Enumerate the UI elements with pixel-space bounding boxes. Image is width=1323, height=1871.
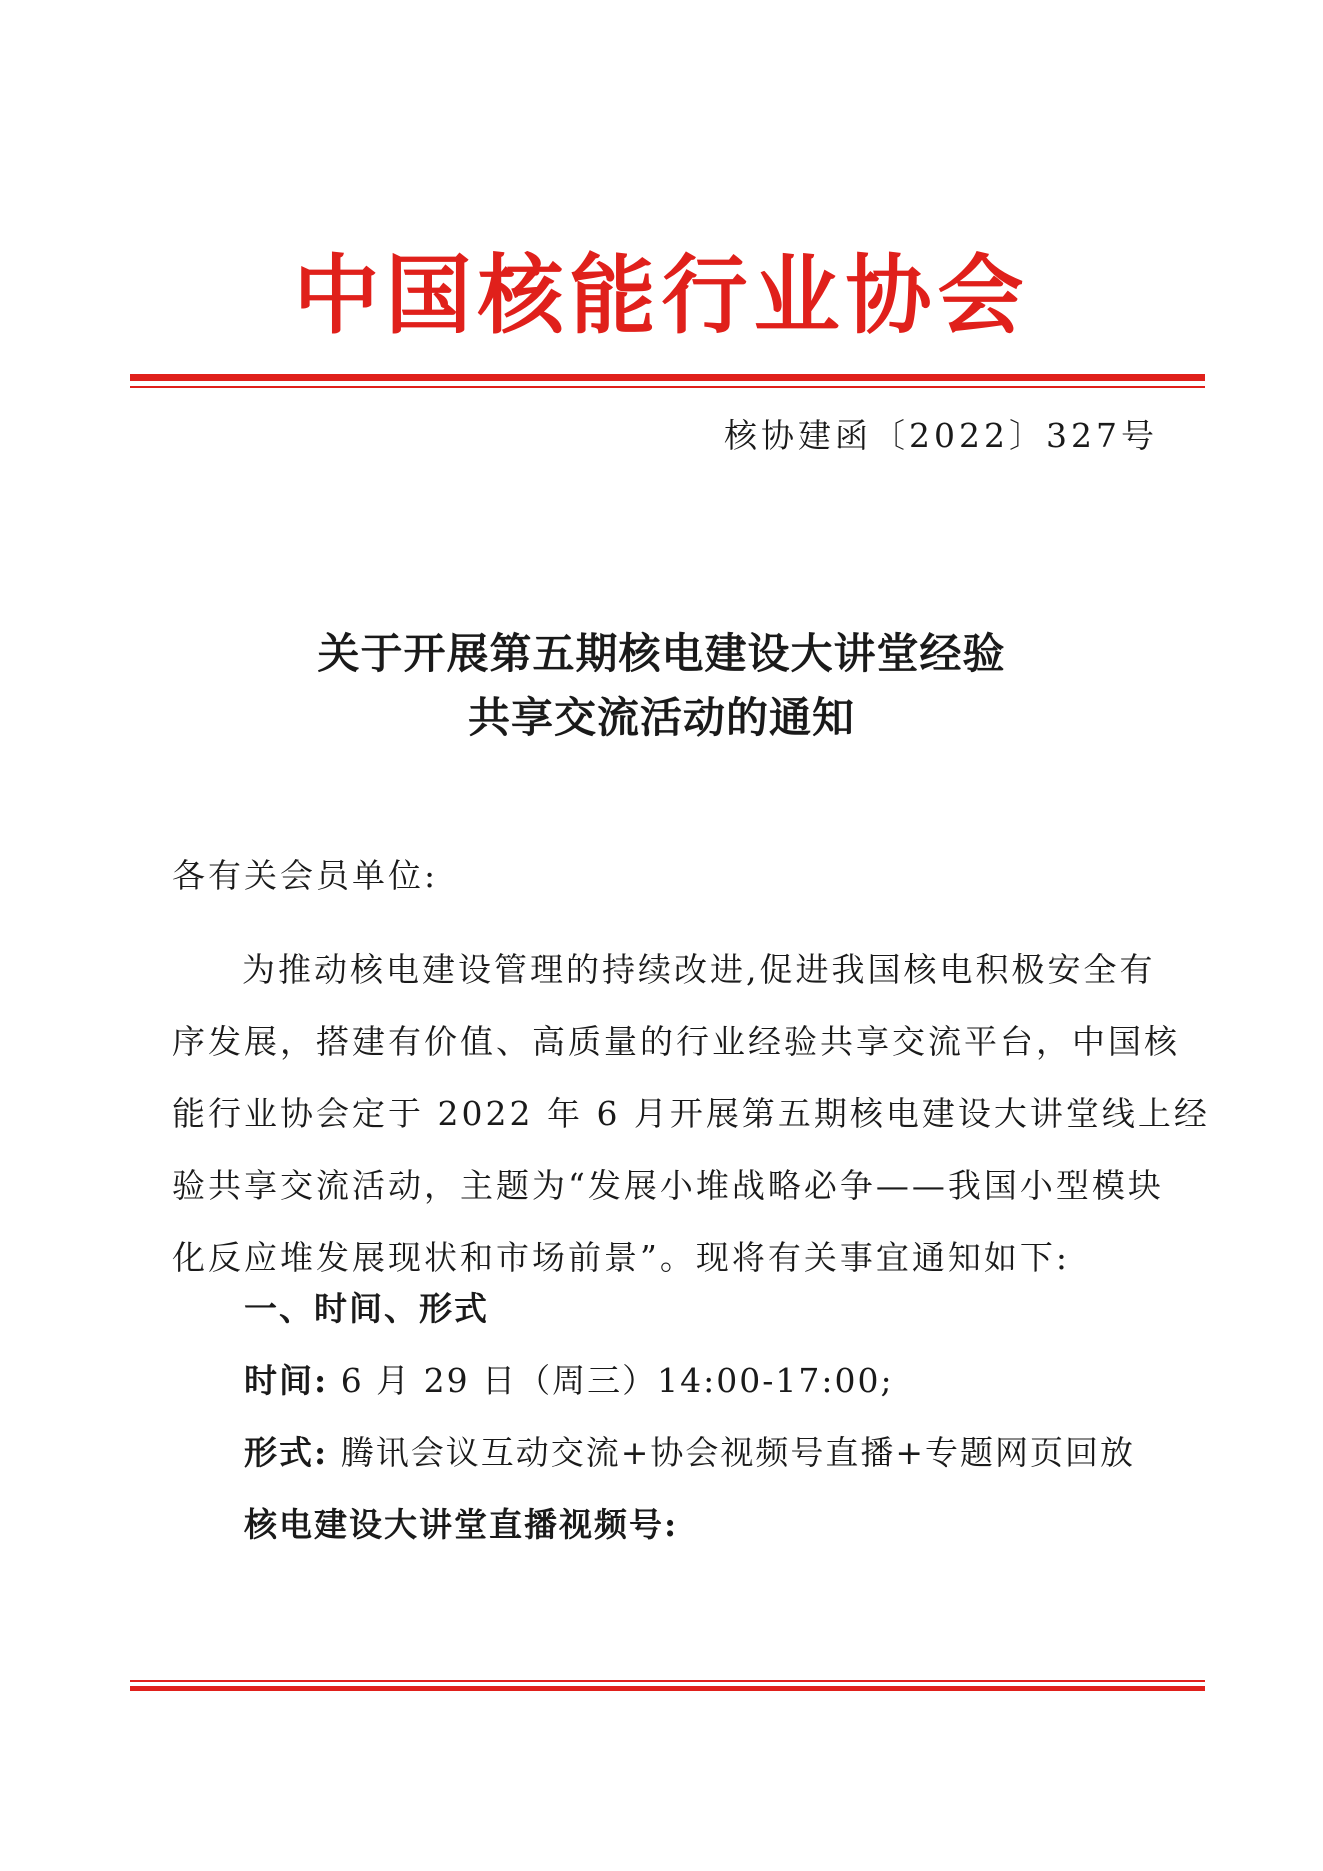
section-heading-time-form: 一、时间、形式	[244, 1289, 489, 1328]
footer-divider-thin	[130, 1680, 1205, 1682]
document-number: 核协建函〔2022〕327号	[724, 416, 1158, 455]
header-divider-thick	[130, 374, 1205, 381]
time-row	[244, 1357, 894, 1405]
time-value: 6 月 29 日（周三）14:00-17:00;	[340, 1361, 894, 1400]
document-title-line-2: 共享交流活动的通知	[467, 693, 855, 742]
live-channel-label: 核电建设大讲堂直播视频号:	[244, 1505, 679, 1544]
paragraph-line: 化反应堆发展现状和市场前景”。现将有关事宜通知如下:	[172, 1238, 1070, 1277]
form-label: 形式:	[244, 1433, 329, 1472]
organization-name-header: 中国核能行业协会	[293, 245, 1030, 346]
footer-divider-thick	[130, 1686, 1205, 1691]
time-label: 时间:	[244, 1361, 329, 1400]
intro-paragraph	[172, 934, 1210, 1294]
form-value: 腾讯会议互动交流+协会视频号直播+专题网页回放	[340, 1433, 1135, 1472]
document-title	[0, 622, 1323, 750]
form-row	[244, 1429, 1135, 1477]
salutation: 各有关会员单位:	[172, 856, 439, 895]
paragraph-line: 为推动核电建设管理的持续改进,促进我国核电积极安全有	[242, 950, 1156, 989]
document-title-line-1: 关于开展第五期核电建设大讲堂经验	[317, 629, 1006, 678]
paragraph-line: 验共享交流活动，主题为“发展小堆战略必争——我国小型模块	[172, 1166, 1164, 1205]
header-divider-thin	[130, 386, 1205, 388]
paragraph-line: 能行业协会定于 2022 年 6 月开展第五期核电建设大讲堂线上经	[172, 1094, 1210, 1133]
paragraph-line: 序发展，搭建有价值、高质量的行业经验共享交流平台，中国核	[172, 1022, 1180, 1061]
